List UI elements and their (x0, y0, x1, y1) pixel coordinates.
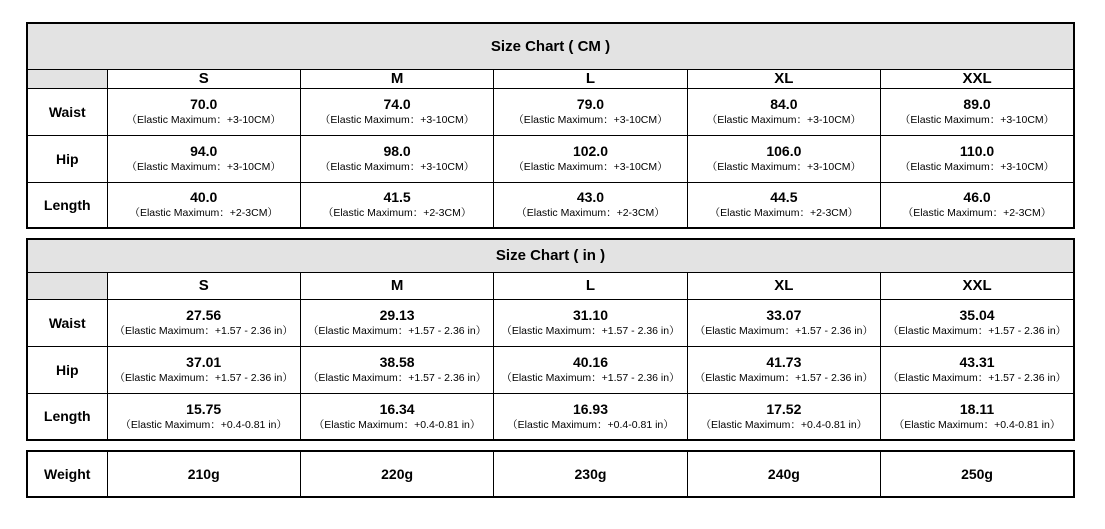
table-cell: 40.16 （Elastic Maximum：+1.57 - 2.36 in） (494, 346, 687, 393)
table-cell: 41.5 （Elastic Maximum：+2-3CM） (300, 182, 493, 228)
table-cell: 18.11 （Elastic Maximum：+0.4-0.81 in） (881, 393, 1074, 440)
table-cell: 70.0 （Elastic Maximum：+3-10CM） (107, 88, 300, 135)
table-cell: 17.52 （Elastic Maximum：+0.4-0.81 in） (687, 393, 880, 440)
table-cell: 37.01 （Elastic Maximum：+1.57 - 2.36 in） (107, 346, 300, 393)
table-cell: 230g (494, 451, 687, 497)
table-row-waist (27, 299, 1074, 346)
table-cell: 210g (107, 451, 300, 497)
size-header-m: M (300, 69, 493, 88)
table-cell: 44.5 （Elastic Maximum：+2-3CM） (687, 182, 880, 228)
table-cell: 15.75 （Elastic Maximum：+0.4-0.81 in） (107, 393, 300, 440)
row-label-weight: Weight (27, 451, 107, 497)
table-cell: 31.10 （Elastic Maximum：+1.57 - 2.36 in） (494, 299, 687, 346)
table-cell: 89.0 （Elastic Maximum：+3-10CM） (881, 88, 1074, 135)
table-cell: 98.0 （Elastic Maximum：+3-10CM） (300, 135, 493, 182)
size-header-l: L (494, 272, 687, 299)
table-cell: 84.0 （Elastic Maximum：+3-10CM） (687, 88, 880, 135)
size-header-xl: XL (687, 69, 880, 88)
table-cell: 43.31 （Elastic Maximum：+1.57 - 2.36 in） (881, 346, 1074, 393)
size-chart-cm-title: Size Chart ( CM ) (27, 23, 1074, 69)
row-label-waist: Waist (27, 299, 107, 346)
table-cell: 40.0 （Elastic Maximum：+2-3CM） (107, 182, 300, 228)
table-cell: 220g (300, 451, 493, 497)
table-cell: 110.0 （Elastic Maximum：+3-10CM） (881, 135, 1074, 182)
corner-cell (27, 69, 107, 88)
size-header-s: S (107, 69, 300, 88)
row-label-waist: Waist (27, 88, 107, 135)
table-cell: 250g (881, 451, 1074, 497)
table-cell: 94.0 （Elastic Maximum：+3-10CM） (107, 135, 300, 182)
table-cell: 29.13 （Elastic Maximum：+1.57 - 2.36 in） (300, 299, 493, 346)
row-label-hip: Hip (27, 135, 107, 182)
size-header-xl: XL (687, 272, 880, 299)
row-label-length: Length (27, 182, 107, 228)
size-chart-cm-table (26, 22, 1075, 229)
table-cell: 46.0 （Elastic Maximum：+2-3CM） (881, 182, 1074, 228)
table-cell: 43.0 （Elastic Maximum：+2-3CM） (494, 182, 687, 228)
table-cell: 38.58 （Elastic Maximum：+1.57 - 2.36 in） (300, 346, 493, 393)
size-chart-in-table (26, 238, 1075, 441)
size-header-s: S (107, 272, 300, 299)
table-row-hip (27, 135, 1074, 182)
table-cell: 33.07 （Elastic Maximum：+1.57 - 2.36 in） (687, 299, 880, 346)
table-cell: 16.34 （Elastic Maximum：+0.4-0.81 in） (300, 393, 493, 440)
corner-cell (27, 272, 107, 299)
table-row-length (27, 393, 1074, 440)
row-label-hip: Hip (27, 346, 107, 393)
size-chart-in-title: Size Chart ( in ) (27, 239, 1074, 272)
size-header-xxl: XXL (881, 272, 1074, 299)
table-cell: 102.0 （Elastic Maximum：+3-10CM） (494, 135, 687, 182)
table-cell: 106.0 （Elastic Maximum：+3-10CM） (687, 135, 880, 182)
table-cell: 16.93 （Elastic Maximum：+0.4-0.81 in） (494, 393, 687, 440)
row-label-length: Length (27, 393, 107, 440)
table-cell: 27.56 （Elastic Maximum：+1.57 - 2.36 in） (107, 299, 300, 346)
table-cell: 41.73 （Elastic Maximum：+1.57 - 2.36 in） (687, 346, 880, 393)
table-cell: 79.0 （Elastic Maximum：+3-10CM） (494, 88, 687, 135)
table-cell: 74.0 （Elastic Maximum：+3-10CM） (300, 88, 493, 135)
size-header-m: M (300, 272, 493, 299)
table-row-weight (27, 451, 1074, 497)
table-row-waist (27, 88, 1074, 135)
table-row-hip (27, 346, 1074, 393)
size-header-l: L (494, 69, 687, 88)
table-cell: 35.04 （Elastic Maximum：+1.57 - 2.36 in） (881, 299, 1074, 346)
size-header-xxl: XXL (881, 69, 1074, 88)
table-cell: 240g (687, 451, 880, 497)
weight-table (26, 450, 1075, 498)
table-row-length (27, 182, 1074, 228)
